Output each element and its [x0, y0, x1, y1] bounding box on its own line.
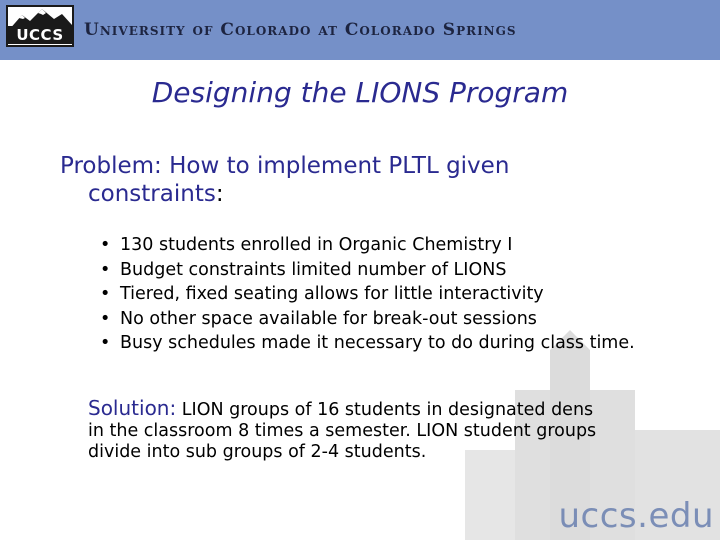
problem-colon: : — [215, 181, 224, 207]
solution-line-2: in the classroom 8 times a semester. LION student groups — [88, 421, 597, 441]
problem-line-1: Problem: How to implement PLTL given — [60, 153, 510, 179]
header-bar — [0, 0, 720, 60]
solution-label: Solution: — [88, 396, 177, 420]
problem-line-2-text: constraints — [88, 181, 216, 207]
solution-line-3: divide into sub groups of 2-4 students. — [88, 442, 427, 462]
problem-statement — [60, 152, 620, 208]
list-item: • No other space available for break-out sessions — [100, 307, 635, 332]
problem-line-2 — [60, 180, 620, 208]
solution-statement — [88, 398, 668, 463]
slide-title: Designing the LIONS Program — [151, 76, 569, 109]
constraints-list — [100, 233, 635, 356]
logo-text: UCCS — [8, 26, 72, 44]
uccs-logo — [6, 5, 74, 47]
footer-site-logo: uccs.edu — [558, 496, 714, 536]
list-item: • Tiered, fixed seating allows for little interactivity — [100, 282, 635, 307]
list-item: • Budget constraints limited number of LIONS — [100, 258, 635, 283]
list-item: • Busy schedules made it necessary to do during class time. — [100, 331, 635, 356]
solution-line-1: LION groups of 16 students in designated dens — [181, 400, 594, 420]
list-item: • 130 students enrolled in Organic Chemistry I — [100, 233, 635, 258]
university-name: University of Colorado at Colorado Springs — [84, 20, 517, 40]
